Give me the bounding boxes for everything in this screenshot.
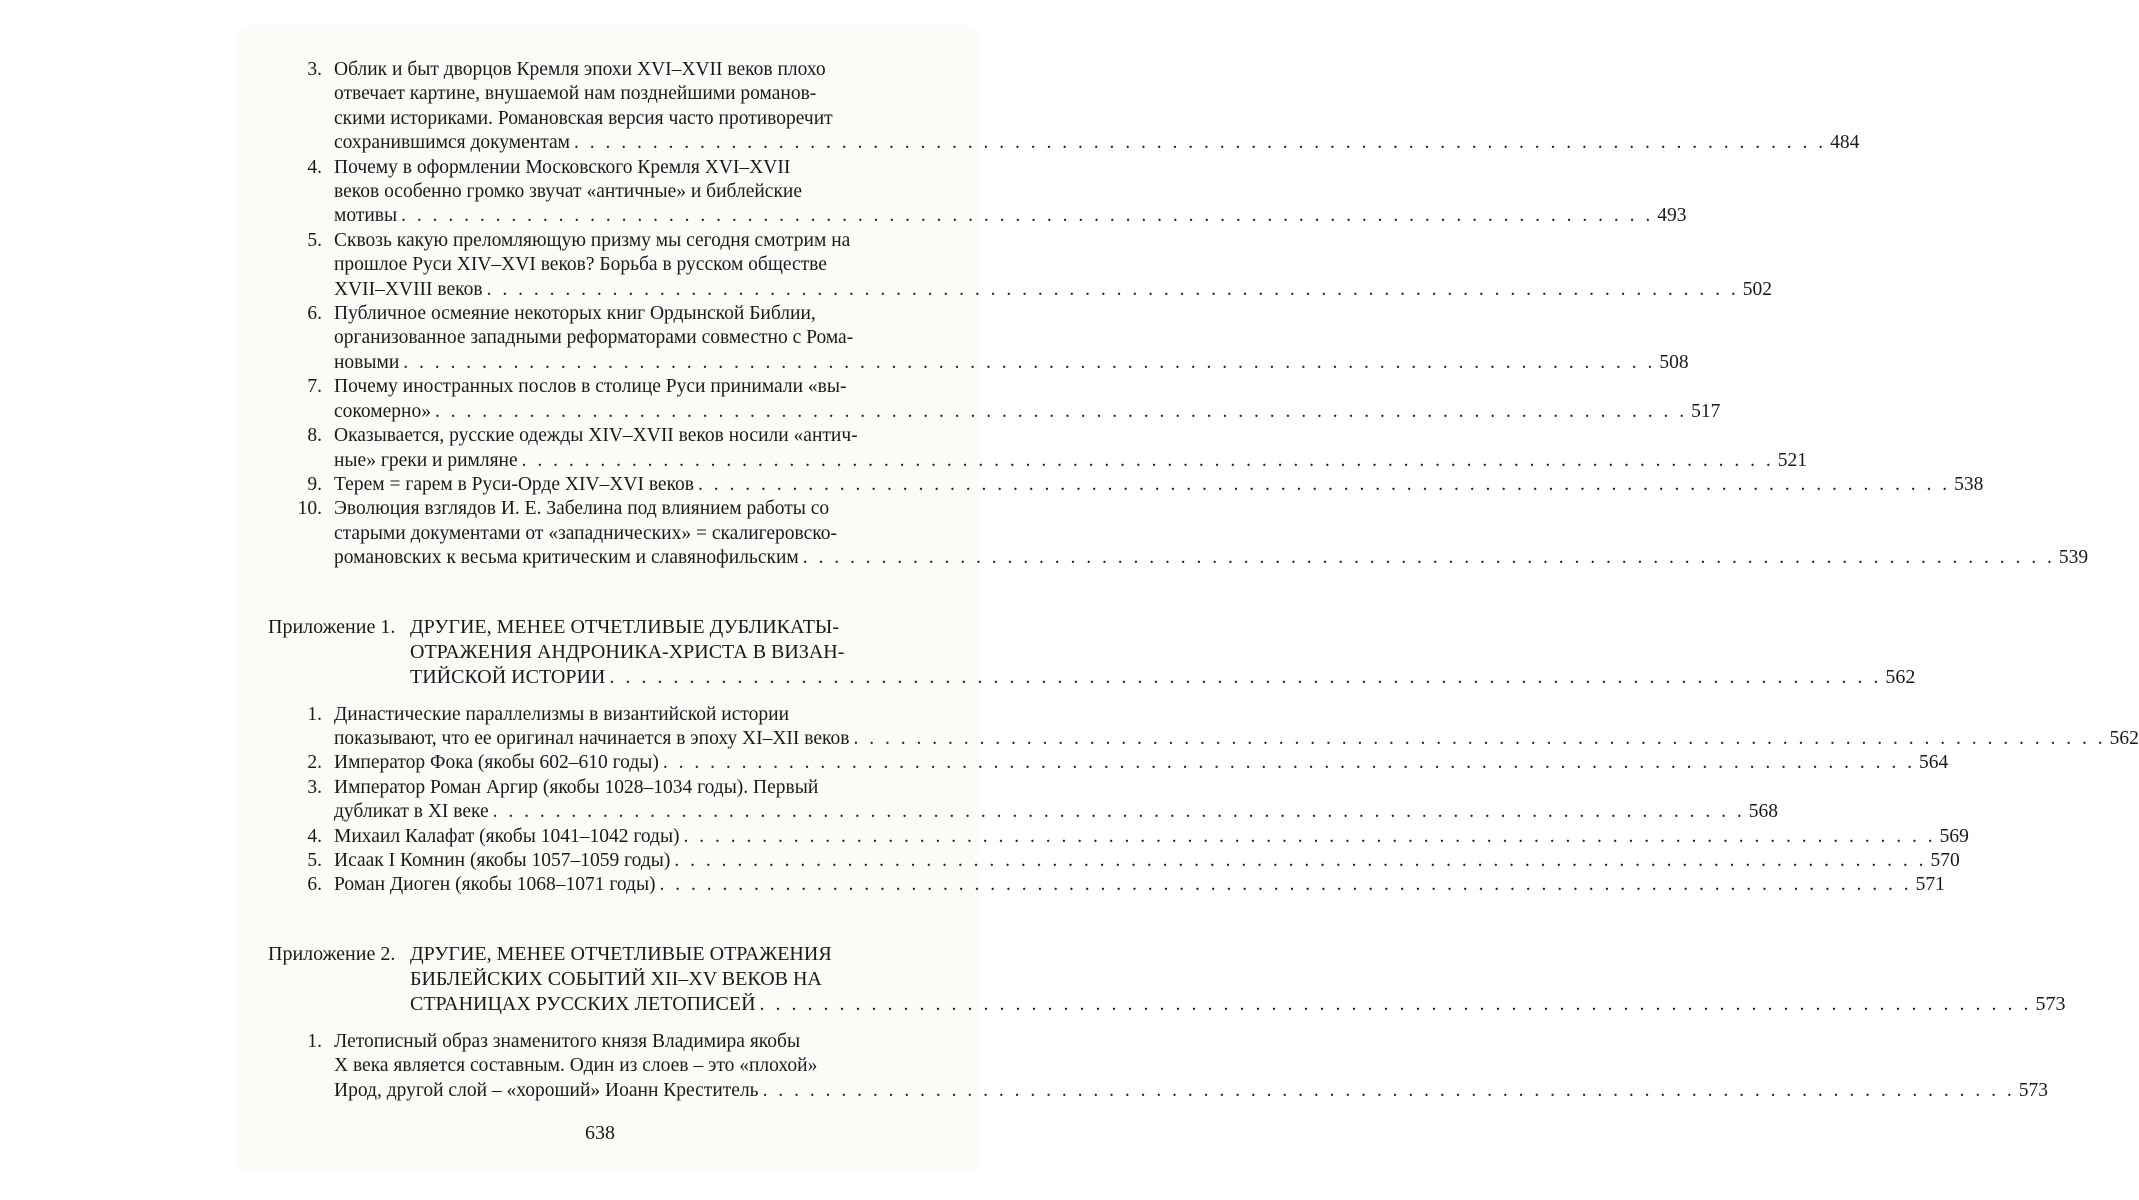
entry-number: 4. — [307, 156, 322, 178]
entry-title-line: Публичное осмеяние некоторых книг Ордынской Библии, — [334, 303, 816, 325]
entry-title-text: ные» греки и римляне — [334, 449, 518, 471]
dot-leader: . . . . . . . . . . . . . . . . . . . . . . . . . . . . . . . . . . . . . . . . . . . . . . . . . . . . . . . . . . . . . . . . . . . . . . . . . . . . . . . . — [521, 449, 1774, 471]
toc-entry — [268, 849, 1960, 873]
appendix-label: Приложение 1. — [268, 615, 396, 638]
entry-title — [410, 942, 2066, 1017]
entry-title-text: новыми — [334, 351, 400, 373]
dot-leader: . . . . . . . . . . . . . . . . . . . . . . . . . . . . . . . . . . . . . . . . . . . . . . . . . . . . . . . . . . . . . . . . . . . . . . . . . . . . . . . . — [853, 727, 2106, 749]
dot-leader: . . . . . . . . . . . . . . . . . . . . . . . . . . . . . . . . . . . . . . . . . . . . . . . . . . . . . . . . . . . . . . . . . . . . . . . . . . . . . . . . — [659, 874, 1912, 896]
entry-title-line: Эволюция взглядов И. Е. Забелина под влиянием работы со — [334, 498, 830, 520]
entry-number: 10. — [297, 498, 322, 520]
entry-number: 5. — [307, 849, 322, 871]
dot-leader: . . . . . . . . . . . . . . . . . . . . . . . . . . . . . . . . . . . . . . . . . . . . . . . . . . . . . . . . . . . . . . . . . . . . . . . . . . . . . . . . — [434, 400, 1688, 422]
entry-title-text: Исаак I Комнин (якобы 1057–1059 годы) — [334, 849, 671, 871]
toc-entry — [268, 58, 1860, 156]
entry-title-line — [410, 665, 1916, 690]
entry-title-line — [334, 278, 1772, 302]
entry-title-line: X века является составным. Один из слоев – это «плохой» — [334, 1055, 818, 1077]
entry-title-line — [334, 825, 1969, 849]
entry-page-number: 508 — [1659, 351, 1689, 373]
entry-number: 8. — [307, 425, 322, 447]
entry-title-line: Летописный образ знаменитого князя Владимира якобы — [334, 1030, 801, 1052]
entry-number: 7. — [307, 376, 322, 398]
entry-title-line: ДРУГИЕ, МЕНЕЕ ОТЧЕТЛИВЫЕ ДУБЛИКАТЫ- — [410, 615, 840, 638]
entry-title-text: показывают, что ее оригинал начинается в эпоху XI–XII веков — [334, 727, 850, 749]
entry-page-number: 562 — [1885, 665, 1916, 688]
entry-title — [334, 873, 1945, 897]
entry-number: 3. — [307, 59, 322, 80]
dot-leader: . . . . . . . . . . . . . . . . . . . . . . . . . . . . . . . . . . . . . . . . . . . . . . . . . . . . . . . . . . . . . . . . . . . . . . . . . . . . . . . . — [674, 849, 1927, 871]
entry-title-line: Сквозь какую преломляющую призму мы сегодня смотрим на — [334, 229, 851, 251]
entry-title-line: Оказывается, русские одежды XIV–XVII веков носили «антич- — [334, 425, 858, 447]
entry-number: 1. — [307, 1030, 322, 1052]
entry-title-line: прошлое Руси XIV–XVI веков? Борьба в русском обществе — [334, 254, 827, 276]
dot-leader: . . . . . . . . . . . . . . . . . . . . . . . . . . . . . . . . . . . . . . . . . . . . . . . . . . . . . . . . . . . . . . . . . . . . . . . . . . . . . . . . — [759, 992, 2032, 1015]
dot-leader: . . . . . . . . . . . . . . . . . . . . . . . . . . . . . . . . . . . . . . . . . . . . . . . . . . . . . . . . . . . . . . . . . . . . . . . . . . . . . . . . — [802, 547, 2055, 569]
entry-title-text: СТРАНИЦАХ РУССКИХ ЛЕТОПИСЕЙ — [410, 992, 756, 1015]
entry-title — [334, 424, 1808, 473]
entry-title-text: XVII–XVIII веков — [334, 278, 483, 300]
entry-title-line — [334, 727, 2139, 751]
entry-title-line: Династические параллелизмы в византийской истории — [334, 703, 790, 725]
appendix-heading — [268, 942, 2066, 1017]
entry-title-line — [334, 204, 1687, 228]
entry-page-number: 568 — [1748, 801, 1779, 823]
entry-title-text: Ирод, другой слой – «хороший» Иоанн Креститель — [334, 1079, 759, 1101]
entry-title-line: отвечает картине, внушаемой нам позднейшими романов- — [334, 83, 817, 105]
entry-page-number: 562 — [2109, 727, 2139, 749]
entry-title-line: Почему в оформлении Московского Кремля XVI–XVII — [334, 156, 791, 178]
entry-title — [334, 825, 1969, 849]
entry-page-number: 502 — [1742, 278, 1772, 300]
entry-number: 6. — [307, 874, 322, 896]
entry-title-line: Почему иностранных послов в столице Руси принимали «вы- — [334, 376, 847, 398]
entry-title-line: Облик и быт дворцов Кремля эпохи XVI–XVII веков плохо — [334, 59, 826, 80]
page-number: 638 — [585, 1122, 615, 1144]
entry-title-line: скими историками. Романовская версия часто противоречит — [334, 107, 833, 129]
entry-title — [334, 58, 1860, 156]
entry-title-line — [334, 131, 1860, 155]
entry-title-line — [334, 849, 1960, 873]
entry-title-line — [334, 351, 1689, 375]
entry-title — [334, 302, 1689, 375]
dot-leader: . . . . . . . . . . . . . . . . . . . . . . . . . . . . . . . . . . . . . . . . . . . . . . . . . . . . . . . . . . . . . . . . . . . . . . . . . . . . . . . . — [662, 752, 1915, 774]
entry-title — [410, 615, 1916, 690]
entry-title-line — [334, 1079, 2048, 1103]
toc-entry — [268, 375, 1721, 424]
dot-leader: . . . . . . . . . . . . . . . . . . . . . . . . . . . . . . . . . . . . . . . . . . . . . . . . . . . . . . . . . . . . . . . . . . . . . . . . . . . . . . . . — [683, 825, 1936, 847]
entry-number: 2. — [307, 752, 322, 774]
entry-page-number: 570 — [1930, 849, 1960, 871]
entry-page-number: 539 — [2058, 547, 2089, 569]
entry-page-number: 573 — [2035, 992, 2066, 1015]
entry-title-line — [334, 751, 1949, 775]
entry-title-line: старыми документами от «западнических» = скалигеровско- — [334, 522, 838, 544]
entry-title-text: романовских к весьма критическим и славянофильским — [334, 547, 799, 569]
entry-title-text: сохранившимся документам — [334, 132, 570, 154]
entry-page-number: 493 — [1657, 205, 1687, 227]
entry-title-text: мотивы — [334, 205, 398, 227]
entry-page-number: 571 — [1915, 874, 1945, 896]
entry-number: 9. — [307, 473, 322, 495]
entry-number: 6. — [307, 303, 322, 325]
entry-title-line — [334, 400, 1721, 424]
entry-title-line: ОТРАЖЕНИЯ АНДРОНИКА-ХРИСТА В ВИЗАН- — [410, 640, 845, 663]
entry-page-number: 569 — [1939, 825, 1969, 847]
entry-title-text: сокомерно» — [334, 400, 431, 422]
toc-entry — [268, 156, 1687, 229]
entry-title — [334, 849, 1960, 873]
entry-number: 1. — [307, 703, 322, 725]
toc-entry — [268, 776, 1779, 825]
toc-entry — [268, 825, 1969, 849]
entry-title-text: Роман Диоген (якобы 1068–1071 годы) — [334, 874, 656, 896]
entry-title-line: веков особенно громко звучат «античные» и библейские — [334, 181, 803, 203]
dot-leader: . . . . . . . . . . . . . . . . . . . . . . . . . . . . . . . . . . . . . . . . . . . . . . . . . . . . . . . . . . . . . . . . . . . . . . . . . . . . . . . . — [401, 205, 1654, 227]
entry-title-line: ДРУГИЕ, МЕНЕЕ ОТЧЕТЛИВЫЕ ОТРАЖЕНИЯ — [410, 942, 832, 965]
dot-leader: . . . . . . . . . . . . . . . . . . . . . . . . . . . . . . . . . . . . . . . . . . . . . . . . . . . . . . . . . . . . . . . . . . . . . . . . . . . . . . . . — [403, 351, 1656, 373]
dot-leader: . . . . . . . . . . . . . . . . . . . . . . . . . . . . . . . . . . . . . . . . . . . . . . . . . . . . . . . . . . . . . . . . . . . . . . . . . . . . . . . . — [762, 1079, 2015, 1101]
entry-title-line — [410, 992, 2066, 1017]
toc-entry — [268, 302, 1689, 375]
entry-title-line — [334, 473, 1984, 497]
entry-title-line — [334, 449, 1808, 473]
dot-leader: . . . . . . . . . . . . . . . . . . . . . . . . . . . . . . . . . . . . . . . . . . . . . . . . . . . . . . . . . . . . . . . . . . . . . . . . . . . . . . . . — [698, 473, 1951, 495]
entry-title-text: Император Фока (якобы 602–610 годы) — [334, 752, 659, 774]
toc-entry — [268, 424, 1808, 473]
toc-entry — [268, 751, 1949, 775]
dot-leader: . . . . . . . . . . . . . . . . . . . . . . . . . . . . . . . . . . . . . . . . . . . . . . . . . . . . . . . . . . . . . . . . . . . . . . . . . . . . . . . . — [492, 801, 1745, 823]
toc-entry — [268, 703, 2139, 752]
dot-leader: . . . . . . . . . . . . . . . . . . . . . . . . . . . . . . . . . . . . . . . . . . . . . . . . . . . . . . . . . . . . . . . . . . . . . . . . . . . . . . . . — [486, 278, 1739, 300]
entry-page-number: 517 — [1691, 400, 1721, 422]
entry-title-text: дубликат в XI веке — [334, 801, 489, 823]
entry-title-line — [334, 873, 1945, 897]
entry-page-number: 521 — [1777, 449, 1808, 471]
entry-title — [334, 229, 1772, 302]
entry-page-number: 573 — [2018, 1079, 2048, 1101]
entry-title — [334, 751, 1949, 775]
entry-page-number: 538 — [1954, 473, 1984, 495]
dot-leader: . . . . . . . . . . . . . . . . . . . . . . . . . . . . . . . . . . . . . . . . . . . . . . . . . . . . . . . . . . . . . . . . . . . . . . . . . . . . . . . . — [609, 665, 1882, 688]
entry-title-text: ТИЙСКОЙ ИСТОРИИ — [410, 665, 606, 688]
entry-page-number: 484 — [1830, 132, 1860, 154]
entry-title — [334, 703, 2139, 752]
entry-title-text: Михаил Калафат (якобы 1041–1042 годы) — [334, 825, 680, 847]
entry-title — [334, 776, 1779, 825]
toc-entry — [268, 873, 1945, 897]
entry-title-line: Император Роман Аргир (якобы 1028–1034 годы). Первый — [334, 776, 819, 798]
dot-leader: . . . . . . . . . . . . . . . . . . . . . . . . . . . . . . . . . . . . . . . . . . . . . . . . . . . . . . . . . . . . . . . . . . . . . . . . . . . . . . . . — [574, 132, 1827, 154]
entry-title-line: БИБЛЕЙСКИХ СОБЫТИЙ XII–XV ВЕКОВ НА — [410, 967, 822, 990]
appendix-label: Приложение 2. — [268, 942, 396, 965]
entry-title-line — [334, 546, 2089, 570]
entry-title-text: Терем = гарем в Руси-Орде XIV–XVI веков — [334, 473, 695, 495]
toc-entry — [268, 229, 1772, 302]
toc-entry — [268, 497, 2089, 570]
entry-page-number: 564 — [1918, 752, 1949, 774]
entry-number: 4. — [307, 825, 322, 847]
entry-title — [334, 1030, 2048, 1103]
entry-number: 3. — [307, 776, 322, 798]
entry-title — [334, 375, 1721, 424]
toc-entry — [268, 473, 1984, 497]
entry-title — [334, 473, 1984, 497]
entry-title-line — [334, 800, 1779, 824]
entry-title — [334, 156, 1687, 229]
entry-title-line: организованное западными реформаторами совместно с Рома- — [334, 327, 854, 349]
entry-title — [334, 497, 2089, 570]
toc-entry — [268, 1030, 2048, 1103]
entry-number: 5. — [307, 229, 322, 251]
table-of-contents — [268, 58, 2139, 1103]
appendix-heading — [268, 615, 1916, 690]
